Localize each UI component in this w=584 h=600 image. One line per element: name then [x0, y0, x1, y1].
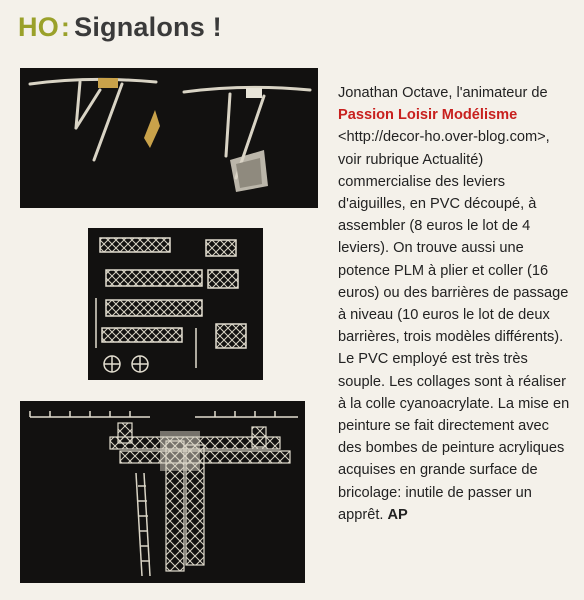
title-text: Signalons ! — [74, 12, 222, 42]
article-text — [338, 82, 576, 526]
article-paragraph — [338, 82, 576, 526]
article-intro: Jonathan Octave, l'animateur de — [338, 85, 548, 101]
article-body: <http://decor-ho.over-blog.com>, voir rubrique Actualité) commercialise des leviers d'aiguilles, en PVC découpé, à assembler (8 euros le lot de 4 leviers). On trouve aussi une potence PLM à plier et coller (16 euros) ou des barrières de passage à niveau (10 euros le lot de deux barrières, trois modèles différents). Le PVC employé est très très souple. Les collages sont à réaliser à la colle cyanoacrylate. La mise en peinture se fait directement avec des bombes de peinture acryliques acquises en grande surface de bricolage: inutile de passer un apprêt. — [338, 129, 570, 523]
section-tag: HO — [18, 12, 59, 42]
page-title — [18, 12, 222, 43]
brand-name: Passion Loisir Modélisme — [338, 107, 518, 124]
author-signature: AP — [387, 506, 408, 523]
photo-level-crossing-barriers — [88, 228, 263, 380]
photo-turnout-levers — [20, 68, 318, 208]
photo-signal-gantry — [20, 401, 305, 583]
title-colon: : — [60, 12, 71, 42]
